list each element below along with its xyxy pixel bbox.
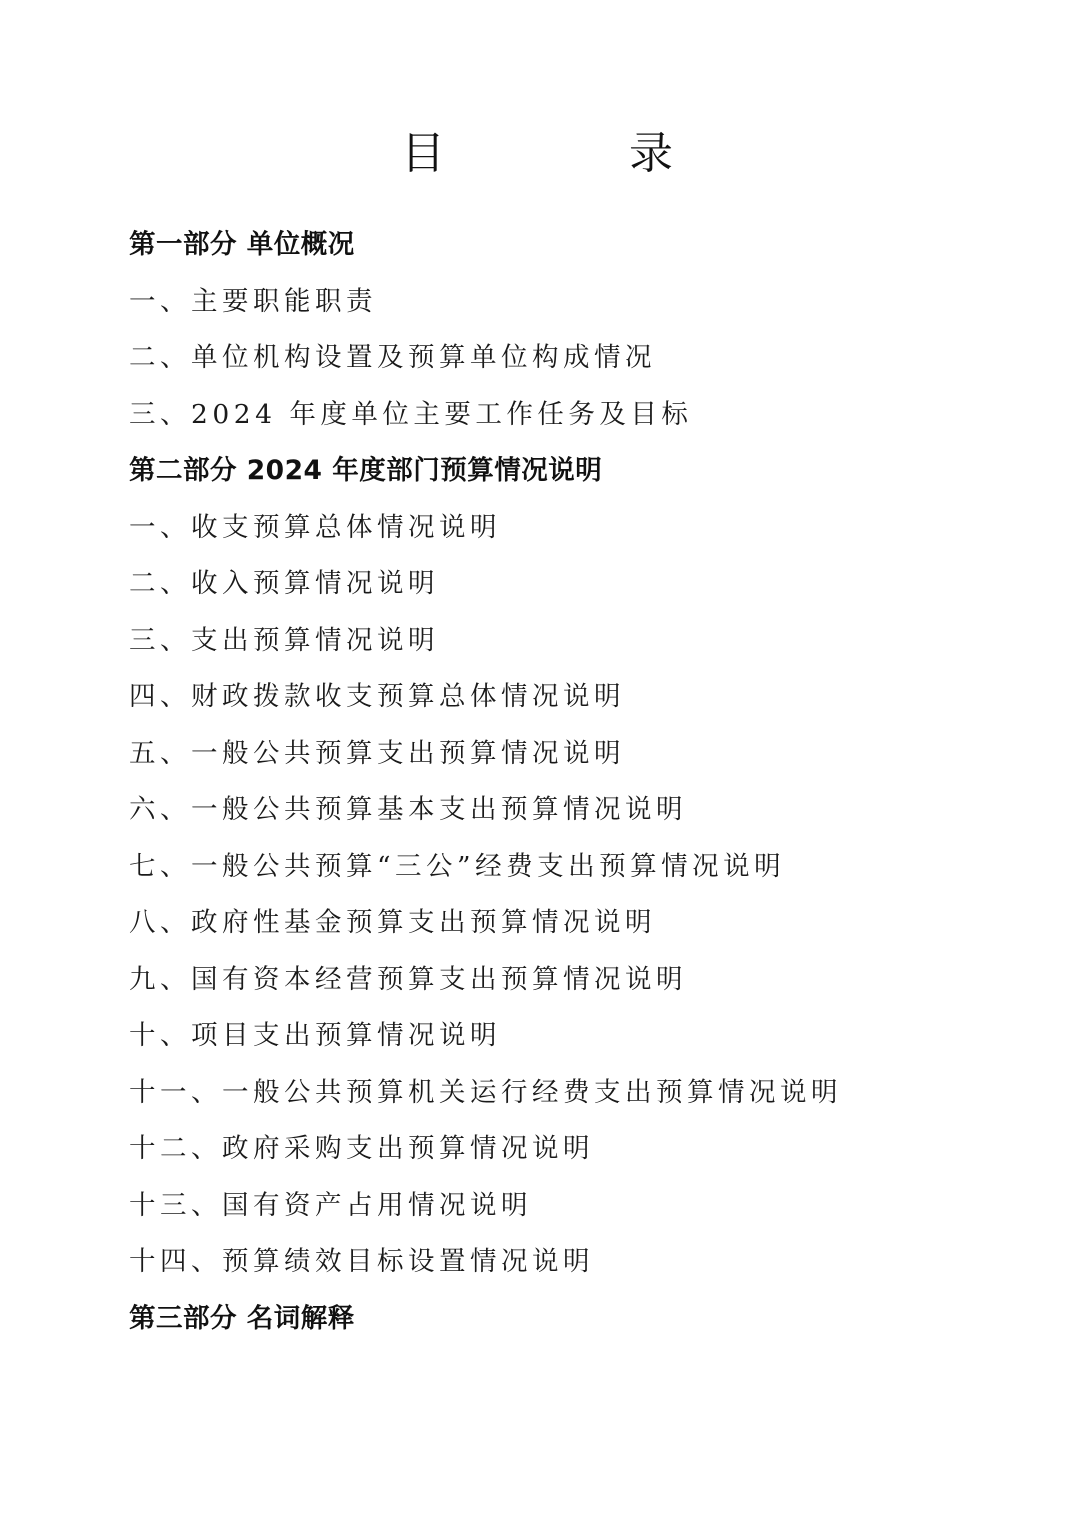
toc-item: 十一、一般公共预算机关运行经费支出预算情况说明 [129, 1076, 842, 1108]
toc-item: 十、项目支出预算情况说明 [129, 1020, 501, 1051]
toc-item: 三、2024 年度单位主要工作任务及目标 [129, 398, 693, 430]
toc-item: 十四、预算绩效目标设置情况说明 [129, 1246, 594, 1277]
toc-item: 一、主要职能职责 [129, 285, 377, 317]
toc-item: 九、国有资本经营预算支出预算情况说明 [129, 963, 687, 995]
toc-item: 十二、政府采购支出预算情况说明 [129, 1133, 594, 1164]
toc-item: 二、收入预算情况说明 [129, 568, 439, 599]
toc-item: 五、一般公共预算支出预算情况说明 [129, 737, 625, 769]
toc-item: 二、单位机构设置及预算单位构成情况 [129, 342, 656, 373]
toc-item: 八、政府性基金预算支出预算情况说明 [129, 907, 656, 938]
toc-part-3: 第三部分 名词解释 [129, 1302, 355, 1334]
toc-item: 六、一般公共预算基本支出预算情况说明 [129, 794, 687, 825]
toc-part-2: 第二部分 2024 年度部门预算情况说明 [129, 455, 603, 486]
toc-item: 四、财政拨款收支预算总体情况说明 [129, 681, 625, 712]
toc-item: 一、收支预算总体情况说明 [129, 511, 501, 543]
toc-item: 十三、国有资产占用情况说明 [129, 1189, 532, 1221]
page-title: 目 录 [401, 128, 743, 179]
toc-item: 三、支出预算情况说明 [129, 624, 439, 656]
toc-item: 七、一般公共预算“三公”经费支出预算情况说明 [129, 850, 786, 882]
toc-part-1: 第一部分 单位概况 [129, 229, 355, 260]
table-of-contents [129, 217, 1009, 1347]
